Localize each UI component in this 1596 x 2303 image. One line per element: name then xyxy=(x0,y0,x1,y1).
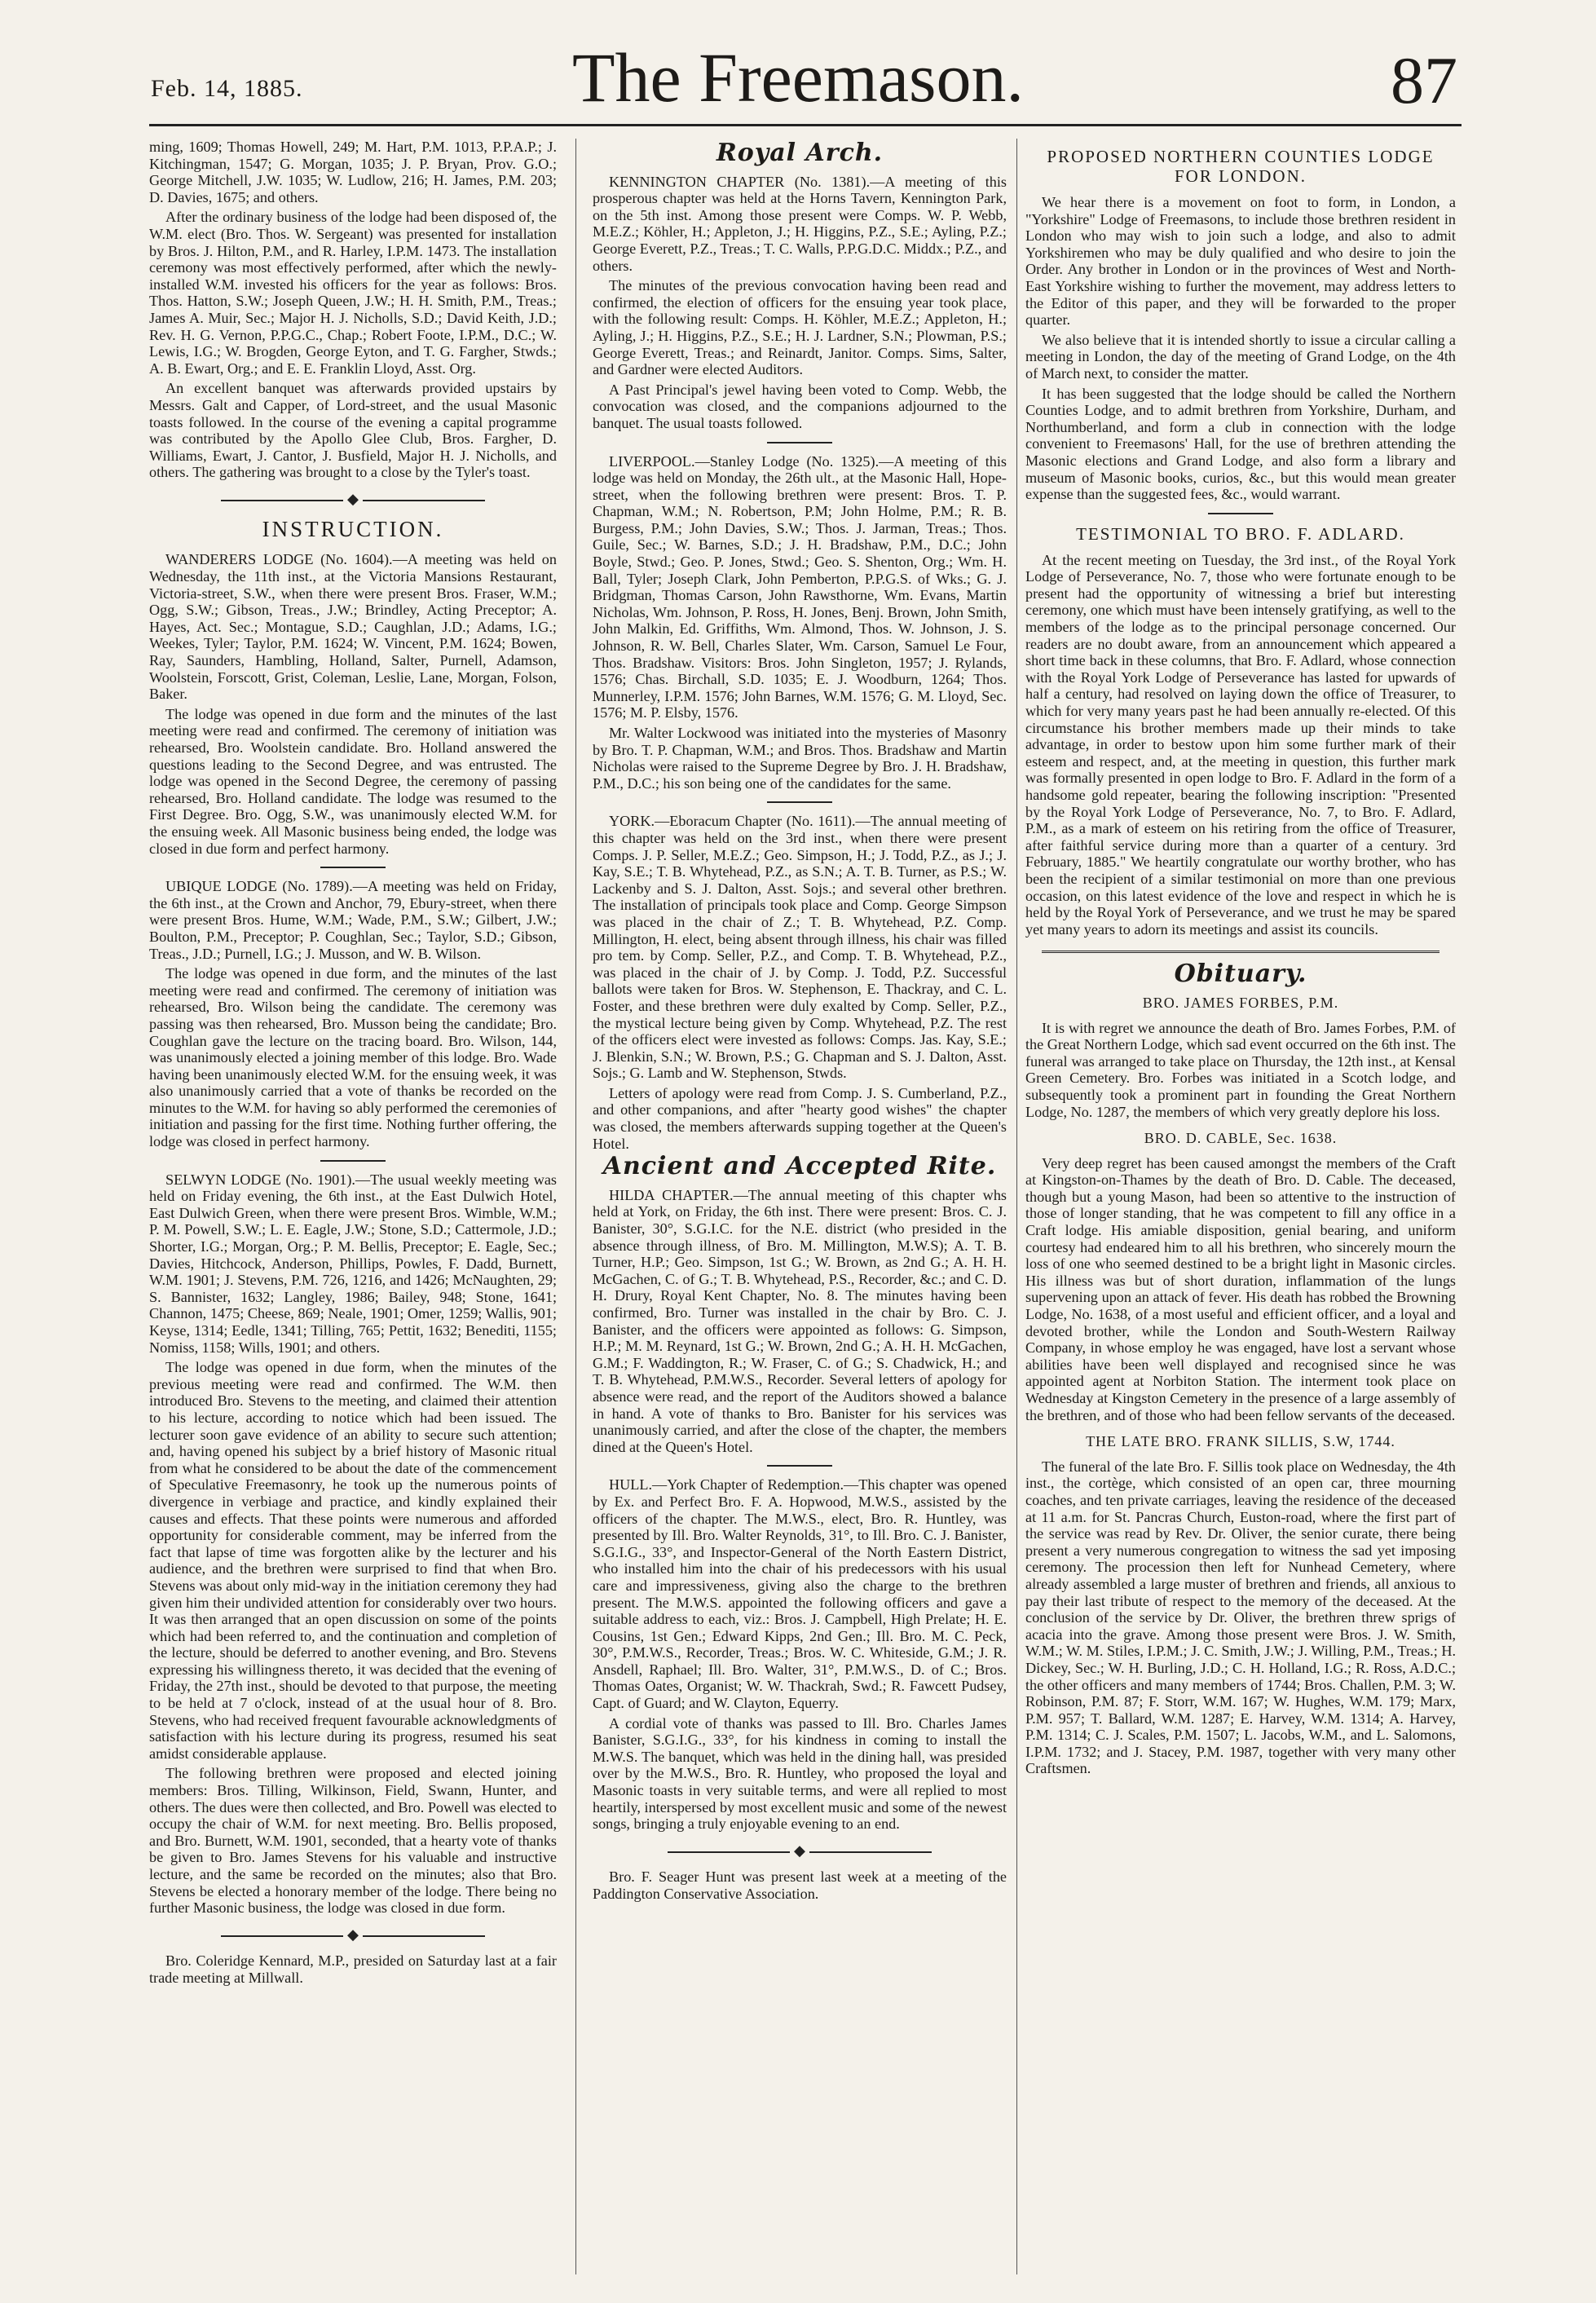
article-separator xyxy=(767,1465,832,1467)
article-separator xyxy=(767,442,832,443)
article-separator xyxy=(320,1160,386,1162)
paragraph: The lodge was opened in due form, when the minutes of the previous meeting were read and confirmed. The W.M. then introduced Bro. Stevens to the meeting, and claimed their attention to his lecture, according to notice which had been issued. The lecturer soon gave evidence of an ability to secure such attention; and, having opened his subject by a brief history of Masonic ritual from what he considered to be about the date of the commencement of Speculative Freemasonry, he took up the numerous points of divergence in verbiage and practice, and kindly explained their causes and effects. That these points were numerous and afforded opportunity for considerable comment, may be inferred from the fact that lapse of time was forgotten alike by the lecturer and his audience, and the brethren were surprised to find that when Bro. Stevens was about only mid-way in the initiation ceremony they had given him their undivided attention for considerably over two hours. It was then arranged that an open discussion on some of the points which had been referred to, and the continuation and completion of the lecture, should be deferred to another evening, and Bro. Stevens expressing his willingness thereto, it was decided that the evening of Friday, the 27th inst., should be devoted to that purpose, the meeting to be held at 7 o'clock, instead of at the usual hour of 8. Bro. Stevens, who had received frequent favourable acknowledgments of satisfaction with his lecture during its progress, resumed his seat amidst considerable applause. xyxy=(149,1359,557,1762)
newspaper-title: The Freemason. xyxy=(571,38,1025,117)
issue-date: Feb. 14, 1885. xyxy=(151,75,303,102)
article-paragraph: HULL.—York Chapter of Redemption.—This chapter was opened by Ex. and Perfect Bro. F. A. Hopwood, M.W.S., assisted by the officers of the chapter. The M.W.S., elect, Bro. R. Huntley, was presented by Ill. Bro. Walter Reynolds, 31°, to Ill. Bro. C. J. Banister, S.G.I.G., 33°, and Inspector-General of the North Eastern District, who installed him into the chair of his predecessors with his usual care and impressiveness, giving also the charge to the brethren present. The M.W.S. appointed the following officers and gave a suitable address to each, viz.: Bros. J. Campbell, High Prelate; H. E. Cousins, 1st Gen.; Edward Kipps, 2nd Gen.; Ill. Bro. M. C. Peck, 30°, P.M.W.S., Recorder, Treas.; Bros. W. C. Whiteside, G.M.; J. R. Ansdell, Raphael; Ill. Bro. Walter, 31°, P.M.W.S., D. of C.; Bros. Thomas Oates, Organist; W. W. Thackrah, Swd.; R. Fawcett Pudsey, Capt. of Guard; and W. Clayton, Equerry. xyxy=(593,1476,1007,1712)
paragraph: The lodge was opened in due form, and the minutes of the last meeting were read and confirmed. The ceremony of initiation was rehearsed, Bro. Wilson being the candidate. The ceremony was passing was then rehearsed, Bro. Musson being the candidate; Bro. Coughlan gave the lecture on the tracing board. Bro. Wilson, 144, was unanimously elected a joining member of this lodge. Bro. Wade having been unanimously elected W.M. for the ensuing week, it was also unanimously carried that a vote of thanks be recorded on the minutes to the W.M. for having so ably performed the ceremonies of initiation and passing for the first time. Nothing further offering, the lodge was closed in perfect harmony. xyxy=(149,965,557,1150)
paragraph: After the ordinary business of the lodge had been disposed of, the W.M. elect (Bro. Thos. W. Sergeant) was presented for installation by Bros. J. Hilton, P.M., and R. Harley, I.P.M. 1473. The installation ceremony was most effectively performed, after which the newly-installed W.M. invested his officers for the year as follows: Bros. Thos. Hatton, S.W.; Joseph Queen, J.W.; H. H. Smith, P.M., Treas.; James A. Muir, Sec.; Major H. J. Nicholls, S.D.; David Keith, J.D.; Rev. H. G. Vernon, P.P.G.C., Chap.; Robert Foote, I.P.M., D.C.; W. Lewis, I.G.; W. Brogden, George Eyton, and T. G. Fargher, Stwds.; A. B. Ewart, Org.; and E. E. Franklin Lloyd, Asst. Org. xyxy=(149,209,557,377)
column-2 xyxy=(593,139,1007,2291)
article-paragraph: UBIQUE LODGE (No. 1789).—A meeting was held on Friday, the 6th inst., at the Crown and Anchor, 79, Ebury-street, when there were present Bros. Hume, W.M.; Wade, P.M., S.W.; Gilbert, J.W.; Boulton, P.M., Preceptor; P. Coughlan, Sec.; Taylor, S.D.; Gibson, Treas., J.D.; Purnell, I.G.; J. Musson, and W. B. Wilson. xyxy=(149,878,557,962)
section-heading: INSTRUCTION. xyxy=(262,517,444,542)
paragraph: The funeral of the late Bro. F. Sillis took place on Wednesday, the 4th inst., the cortège, which consisted of an open car, three mourning coaches, and ten private carriages, leaving the residence of the deceased at 11 a.m. for St. Pancras Church, Euston-road, where the first part of the service was read by Rev. Dr. Oliver, the senior curate, there being present a very numerous congregation to witness the sad yet imposing ceremony. The procession then left for Nunhead Cemetery, where already assembled a large muster of brethren and friends, all anxious to pay their last tribute of respect to the memory of the deceased. At the conclusion of the service by Dr. Oliver, the brethren threw sprigs of acacia into the grave. Among those present were Bros. J. W. Smith, W.M.; W. M. Stiles, I.P.M.; J. C. Smith, J.W.; J. Willing, P.M., Treas.; H. Dickey, Sec.; W. H. Burling, J.D.; C. H. Holland, I.G.; R. Ross, A.D.C.; the other officers and many members of 1744; Bros. Challen, P.M. 3; W. Robinson, P.M. 87; F. Storr, W.M. 167; W. Hughes, W.M. 179; Marx, P.M. 957; T. Ballard, W.M. 1287; E. Harvey, W.M. 1314; A. Harvey, P.M. 1314; C. J. Scales, P.M. 1507; L. Jacobs, W.M., and L. Salomons, I.P.M. 1732; and J. Stacey, P.M. 1987, together with very many other Craftsmen. xyxy=(1025,1458,1456,1777)
column-divider xyxy=(575,139,576,2274)
paragraph: A Past Principal's jewel having been voted to Comp. Webb, the convocation was closed, and the companions adjourned to the banquet. The usual toasts followed. xyxy=(593,381,1007,431)
obituary-subheading: BRO. D. CABLE, Sec. 1638. xyxy=(1144,1130,1338,1147)
article-separator xyxy=(767,801,832,803)
paragraph: At the recent meeting on Tuesday, the 3rd inst., of the Royal York Lodge of Perseverance, No. 7, those who were fortunate enough to be present had the opportunity of witnessing a brief but interesting ceremony, one which must have been intensely gratifying, as well to the members of the lodge as to the principal personage concerned. Our readers are no doubt aware, from an announcement which appeared a short time back in these columns, that Bro. F. Adlard, whose connection with the Royal York Lodge of Perseverance has lasted for upwards of half a century, had resolved on laying down the office of Treasurer, to which for very many years past he had been annually re-elected. Of this circumstance his brother members made up their minds to take advantage, in order to bestow upon him some further mark of their esteem and respect, and, at the meeting in question, this further mark was formally presented in open lodge to Bro. F. Adlard in the form of a handsome gold repeater, bearing the following inscription: "Presented by the Royal York Lodge of Perseverance, No. 7, to Bro. F. Adlard, P.M., as a mark of esteem on his retiring from the office of Treasurer, after faithful service during more than a quarter of a century. 3rd February, 1885." We heartily congratulate our worthy brother, who has been the recipient of a similar testimonial on more than one previous occasion, on this latest evidence of the love and respect in which he is held by the Royal York of Perseverance, and we trust he may be spared yet many years to adorn its meetings and assist its councils. xyxy=(1025,551,1456,938)
column-1 xyxy=(149,139,557,2291)
paragraph: Mr. Walter Lockwood was initiated into the mysteries of Masonry by Bro. T. P. Chapman, W.M.; and Bros. Thos. Bradshaw and Martin Nicholas were raised to the Supreme Degree by Bro. J. H. Bradshaw, P.M., D.C.; his son being one of the candidates for the same. xyxy=(593,725,1007,792)
article-paragraph: WANDERERS LODGE (No. 1604).—A meeting was held on Wednesday, the 11th inst., at the Victoria Mansions Restaurant, Victoria-street, S.W., when there were present Bros. Fraser, W.M.; Ogg, S.W.; Gibson, Treas., J.W.; Brindley, Acting Preceptor; A. Hayes, Act. Sec.; Montague, S.D.; Caughlan, J.D.; Adams, I.G.; Weekes, Tyler; Taylor, P.M. 1624; W. Vincent, P.M. 1624; Bowen, Ray, Saunders, Hambling, Holland, Salter, Purnell, Adamson, Woolstein, Forscott, Grist, Coleman, Leslie, Lane, Morgan, Folson, Baker. xyxy=(149,551,557,703)
paragraph: The minutes of the previous convocation having been read and confirmed, the election of officers for the ensuing year took place, with the following result: Comps. H. Köhler, M.E.Z.; Appleton, H.; Ayling, J.; H. Higgins, P.Z., S.E.; H. J. Lardner, S.N.; Plowman, P.S.; George Everett, Treas.; and Reinardt, Janitor. Comps. Sims, Salter, and Gardner were elected Auditors. xyxy=(593,277,1007,378)
section-heading: TESTIMONIAL TO BRO. F. ADLARD. xyxy=(1076,523,1405,544)
paragraph: Very deep regret has been caused amongst the members of the Craft at Kingston-on-Thames by the death of Bro. D. Cable. The deceased, though but a young Mason, had been so attentive to the instruction of those of longer standing, that he was competent to fill any office in a Craft lodge. His amiable disposition, genial bearing, and uniform courtesy had endeared him to all his brethren, who sincerely mourn the loss of one who seemed destined to be a bright light in Masonic circles. His illness was but of short duration, inflammation of the lungs supervening upon an attack of fever. His death has robbed the Browning Lodge, No. 1638, of a most useful and efficient officer, and a loyal and devoted brother, while the London and South-Western Railway Company, in whose employ he was engaged, have lost a servant whose abilities have been well displayed and recognised since he was appointed agent at Norbiton Station. The interment took place on Wednesday at Kingston Cemetery in the presence of a large assembly of the brethren, and of those who had been fellow servants of the deceased. xyxy=(1025,1154,1456,1423)
paragraph: We also believe that it is intended shortly to issue a circular calling a meeting in London, the day of the meeting of Grand Lodge, on the 4th of March next, to consider the matter. xyxy=(1025,331,1456,382)
section-separator: ◆ xyxy=(149,491,557,508)
paragraph: An excellent banquet was afterwards provided upstairs by Messrs. Galt and Capper, of Lord-street, and the usual Masonic toasts followed. In the course of the evening a capital programme was contributed by the Apollo Glee Club, Bros. Fargher, D. Williams, Ewart, J. Cantor, J. Busfield, Major H. J. Nicholls, and others. The gathering was brought to a close by the Tyler's toast. xyxy=(149,380,557,481)
article-paragraph: YORK.—Eboracum Chapter (No. 1611).—The annual meeting of this chapter was held on the 3rd inst., when there were present Comps. J. P. Seller, M.E.Z.; Geo. Simpson, H.; J. Todd, P.Z., as J.; J. Kay, S.E.; T. B. Whytehead, P.Z., as S.N.; A. T. B. Turner, as P.S.; W. Lackenby and S. J. Dalton, Asst. Sojs.; and several other brethren. The installation of principals took place and Comp. George Simpson was placed in the chair of Z.; T. B. Whytehead, P.Z. Comp. Millington, H. elect, being absent through illness, his chair was filled pro tem. by Comp. Seller, P.Z., and Comp. T. B. Whytehead, P.Z., was placed in the chair of J. by Comp. J. Todd, P.Z. Successful ballots were taken for Bros. W. Stephenson, E. Thackray, and C. L. Foster, and these brethren were duly exalted by Comp. Seller, P.Z., the mystical lecture being given by Comp. Whytehead, P.Z. The rest of the officers elect were invested as follows: Comps. Jas. Kay, S.E.; J. Blenkin, S.N.; W. Brown, P.S.; G. Chapman and S. J. Dalton, Asst. Sojs.; G. Lamb and W. Stephenson, Stwds. xyxy=(593,813,1007,1082)
column-3 xyxy=(1025,139,1456,2291)
paragraph: The lodge was opened in due form and the minutes of the last meeting were read and confirmed. The ceremony of initiation was rehearsed, Bro. Woolstein candidate. Bro. Holland answered the questions leading to the Second Degree, and was entrusted. The lodge was opened in the Second Degree, the ceremony of passing rehearsed, Bro. Holland candidate. The lodge was resumed to the First Degree. Bro. Ogg, S.W., was unanimously elected W.M. for the ensuing week. All Masonic business being ended, the lodge was closed in due form and perfect harmony. xyxy=(149,705,557,857)
paragraph: Letters of apology were read from Comp. J. S. Cumberland, P.Z., and other companions, and after "hearty good wishes" the chapter was closed, the members afterwards supping together at the Queen's Hotel. xyxy=(593,1084,1007,1152)
paragraph: A cordial vote of thanks was passed to Ill. Bro. Charles James Banister, S.G.I.G., 33°, for his kindness in coming to install the M.W.S. The banquet, which was held in the dining hall, was presided over by the M.W.S., Bro. R. Huntley, who proposed the loyal and Masonic toasts in very suitable terms, and were all replied to most heartily, interspersed by most excellent music and some of the newest songs, bringing a truly enjoyable evening to an end. xyxy=(593,1714,1007,1833)
paragraph: ming, 1609; Thomas Howell, 249; M. Hart, P.M. 1013, P.P.A.P.; J. Kitchingman, 1547; G. Morgan, 1035; J. P. Bryan, Prov. G.O.; George Mitchell, J.W. 1035; W. Ludlow, 216; H. James, P.M. 203; D. Davies, 1675; and others. xyxy=(149,139,557,205)
article-paragraph: HILDA CHAPTER.—The annual meeting of this chapter whs held at York, on Friday, the 6th inst. There were present: Bros. C. J. Banister, 30°, S.G.I.C. for the N.E. district (who presided in the absence through illness, of Bro. M. Millington, M.W.S); A. T. B. Turner, H.P.; Geo. Simpson, 1st G.; W. Brown, as 2nd G.; A. H. H. McGachen, C. of G.; T. B. Whytehead, P.S., Recorder, &c.; and C. D. H. Drury, Royal Kent Chapter, No. 8. The minutes having been confirmed, Bro. Turner was installed in the chair by Bro. C. J. Banister, and the officers were appointed as follows: G. Simpson, H.P.; M. M. Reynard, 1st G.; W. Brown, 2nd G.; A. H. H. McGachen, G.M.; F. Waddington, R.; W. Fraser, C. of G.; S. Chadwick, H.; and T. B. Whytehead, P.M.W.S., Recorder. Several letters of apology for absence were read, and the report of the Auditors showed a balance in hand. A vote of thanks to Bro. Banister for his services was unanimously carried, and after the close of the chapter, the members dined at the Queen's Hotel. xyxy=(593,1186,1007,1455)
paragraph: Bro. F. Seager Hunt was present last week at a meeting of the Paddington Conservative Association. xyxy=(593,1868,1007,1902)
article-paragraph: SELWYN LODGE (No. 1901).—The usual weekly meeting was held on Friday evening, the 6th inst., at the East Dulwich Hotel, East Dulwich Green, when there were present Bros. Wimble, W.M.; P. M. Powell, S.W.; L. E. Eagle, J.W.; Stone, S.D.; Cattermole, J.D.; Shorter, I.G.; Morgan, Org.; P. M. Bellis, Preceptor; E. Eagle, Sec.; Davies, Hitchcock, Anderson, Phillips, Powles, F. Dadd, Burnett, W.M. 1901; J. Stevens, P.M. 726, 1216, and 1426; McNaughten, 29; S. Bannister, 1632; Langley, 1986; Bailey, 948; Stone, 1641; Channon, 1475; Cheese, 869; Neale, 1901; Omer, 1259; Wallis, 901; Keyse, 1314; Eedle, 1341; Tilling, 765; Pettit, 1632; Benediti, 1155; Nomiss, 1158; Wills, 1901; and others. xyxy=(149,1171,557,1356)
article-separator xyxy=(320,867,386,868)
article-paragraph: LIVERPOOL.—Stanley Lodge (No. 1325).—A meeting of this lodge was held on Monday, the 26th ult., at the Masonic Hall, Hope-street, when the following brethren were present: Bros. T. P. Chapman, W.M.; N. Robertson, P.M; John Holme, P.M.; R. B. Burgess, P.M.; John Davies, S.W.; Thos. J. Jarman, Treas.; Thos. Guile, Sec.; W. Barnes, S.D.; J. H. Bradshaw, P.M., D.C.; John Boyle, Stwd.; Geo. P. Jones, Stwd.; Geo. S. Shenton, Org.; Wm. H. Ball, Tyler; Joseph Clark, John Pemberton, P.P.G.S. of Wks.; G. J. Bridgman, Thomas Carson, John Rawsthorne, Wm. Evans, Martin Nicholas, Wm. Johnson, P. Ross, H. Jones, Benj. Brown, John Smith, John Malkin, Ed. Griffiths, Wm. Almond, Thos. W. Johnson, J. S. Johnson, R. W. Bell, Charles Slater, Wm. Carson, Samuel Le Four, Thos. Bradshaw. Visitors: Bros. John Singleton, 1957; J. Rylands, 1576; Chas. Birchall, S.D. 1035; E. J. Woodburn, 1264; Thos. Munnerley, I.P.M. 1576; John Barnes, W.M. 1576; G. M. Lloyd, Sec. 1576; M. P. Elsby, 1576. xyxy=(593,452,1007,721)
section-heading: Ancient and Accepted Rite. xyxy=(602,1152,997,1181)
paragraph: The following brethren were proposed and elected joining members: Bros. Tilling, Wilkinson, Field, Swann, Hunter, and others. The dues were then collected, and Bro. Powell was elected to occupy the chair of W.M. for next meeting. Bro. Bellis proposed, and Bro. Burnett, W.M. 1901, seconded, that a hearty vote of thanks be given to Bro. James Stevens for his valuable and instructive lecture, and the same be recorded on the minutes; also that Bro. Stevens be elected a honorary member of the lodge. There being no further Masonic business, the lodge was closed in due form. xyxy=(149,1765,557,1917)
section-heading: Obituary. xyxy=(1174,960,1307,989)
double-rule xyxy=(1042,951,1439,953)
article-paragraph: KENNINGTON CHAPTER (No. 1381).—A meeting of this prosperous chapter was held at the Horns Tavern, Kennington Park, on the 5th inst. Among those present were Comps. W. P. Webb, M.E.Z.; Köhler, H.; Appleton, J.; H. Higgins, P.Z., S.E.; Ayling, P.Z.; George Everett, P.Z., Treas.; T. C. Walls, P.P.G.D.C. Middx.; P.Z., and others. xyxy=(593,173,1007,274)
masthead-rule xyxy=(149,124,1462,126)
paragraph: Bro. Coleridge Kennard, M.P., presided on Saturday last at a fair trade meeting at Millwall. xyxy=(149,1952,557,1986)
paragraph: It is with regret we announce the death of Bro. James Forbes, P.M. of the Great Northern Lodge, which sad event occurred on the 6th inst. The funeral was arranged to take place on Thursday, the 12th inst., at Kensal Green Cemetery. Bro. Forbes was initiated in a Scotch lodge, and subsequently took a prominent part in founding the Great Northern Lodge, No. 1287, the members of which very greatly deplore his loss. xyxy=(1025,1019,1456,1120)
paragraph: We hear there is a movement on foot to form, in London, a "Yorkshire" Lodge of Freemasons, to include those brethren resident in London who may wish to join such a lodge, and also to admit Yorkshiremen who may be duly qualified and who desire to join the Order. Any brother in London or in the provinces of West and North-East Yorkshire wishing to further the movement, may address letters to the Editor of this paper, and they will be forwarded to the proper quarter. xyxy=(1025,194,1456,329)
column-divider xyxy=(1016,139,1017,2274)
section-heading: Royal Arch. xyxy=(716,139,884,167)
section-separator: ◆ xyxy=(149,1926,557,1943)
masthead xyxy=(0,0,1596,122)
section-separator: ◆ xyxy=(593,1842,1007,1860)
paragraph: It has been suggested that the lodge should be called the Northern Counties Lodge, and to admit brethren from Yorkshire, Durham, and Northumberland, and form a club in connection with the lodge convenient to Freemasons' Hall, for the use of brethren attending the Masonic elections and Grand Lodge, and also form a library and museum of Masonic books, curios, &c., but this would mean greater expense than the suggested fees, &c., would warrant. xyxy=(1025,385,1456,503)
obituary-subheading: BRO. JAMES FORBES, P.M. xyxy=(1142,994,1339,1011)
section-heading: PROPOSED NORTHERN COUNTIES LODGE FOR LONDON. xyxy=(1047,147,1435,186)
obituary-subheading: THE LATE BRO. FRANK SILLIS, S.W, 1744. xyxy=(1086,1433,1395,1450)
article-separator xyxy=(1208,513,1273,514)
page-number: 87 xyxy=(1391,43,1457,117)
